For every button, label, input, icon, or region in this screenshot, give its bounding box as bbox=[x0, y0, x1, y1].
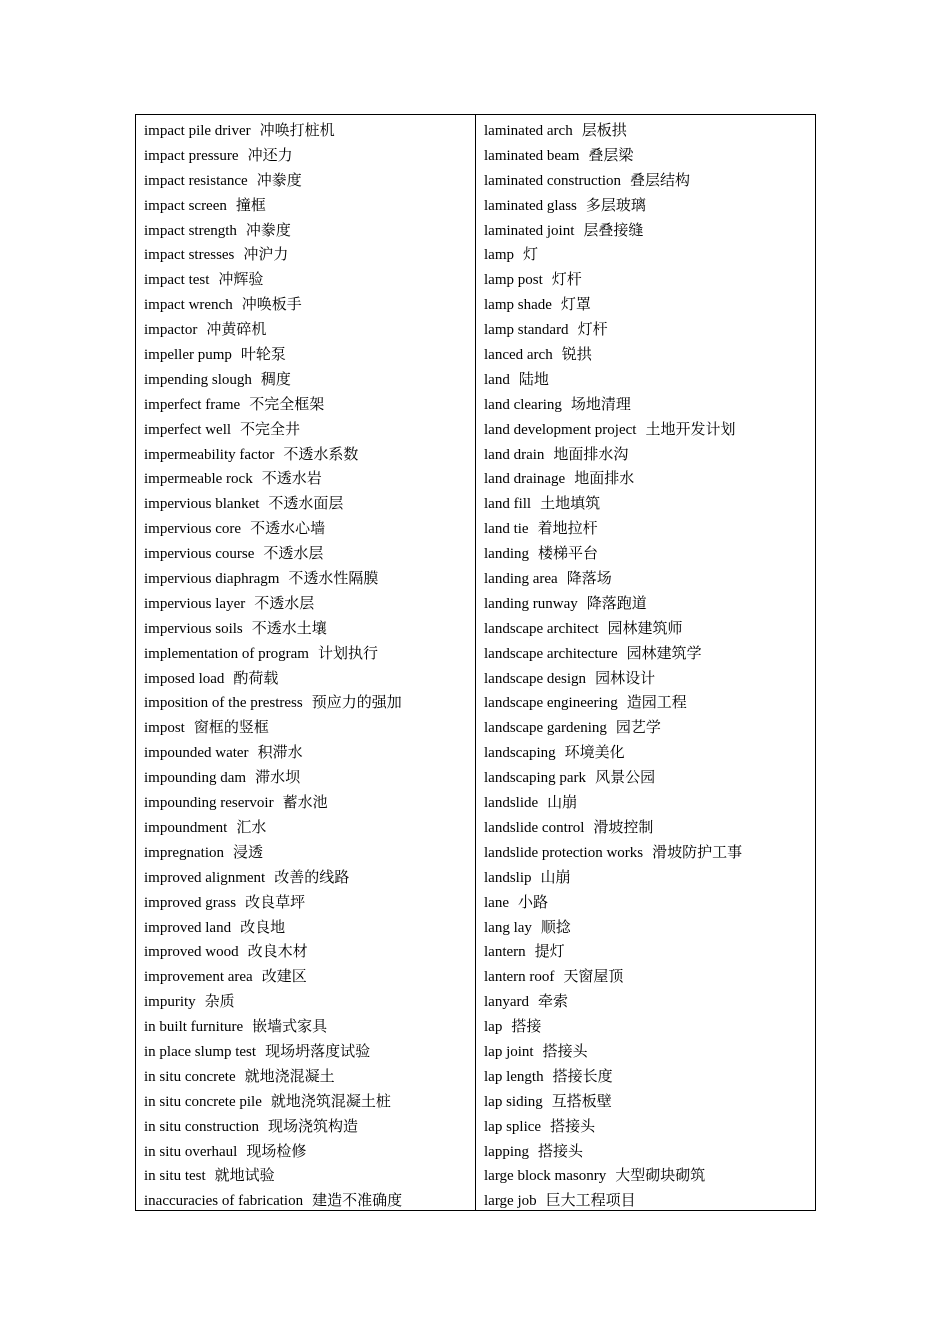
term-english: impact resistance bbox=[144, 172, 248, 189]
term-chinese: 就地试验 bbox=[214, 1168, 275, 1185]
term-english: impeller pump bbox=[144, 347, 232, 364]
term-chinese: 嵌墙式家具 bbox=[252, 1019, 328, 1036]
term-chinese: 改良草坪 bbox=[245, 894, 306, 911]
glossary-entry bbox=[144, 965, 475, 990]
glossary-entry bbox=[144, 1040, 475, 1065]
glossary-entry bbox=[144, 916, 475, 941]
glossary-entry bbox=[144, 243, 475, 268]
term-chinese: 灯杆 bbox=[577, 322, 608, 339]
term-chinese: 山崩 bbox=[547, 795, 578, 812]
term-chinese: 多层玻璃 bbox=[585, 197, 646, 214]
term-chinese: 搭接头 bbox=[550, 1118, 596, 1135]
glossary-entry bbox=[484, 841, 815, 866]
term-chinese: 搭接头 bbox=[542, 1043, 588, 1060]
glossary-entry bbox=[484, 990, 815, 1015]
glossary-entry bbox=[144, 816, 475, 841]
term-chinese: 冲豢度 bbox=[245, 222, 291, 239]
term-chinese: 风景公园 bbox=[595, 770, 656, 787]
glossary-entry bbox=[144, 194, 475, 219]
term-english: in built furniture bbox=[144, 1019, 244, 1036]
term-english: in situ concrete pile bbox=[144, 1093, 262, 1110]
glossary-entry bbox=[484, 119, 815, 144]
term-chinese: 积滞水 bbox=[257, 745, 303, 762]
term-english: lantern roof bbox=[484, 969, 555, 986]
term-chinese: 不完全井 bbox=[240, 421, 301, 438]
term-english: lapping bbox=[484, 1143, 529, 1160]
term-english: impact pile driver bbox=[144, 123, 251, 139]
glossary-entry bbox=[484, 393, 815, 418]
left-column bbox=[136, 115, 476, 1210]
term-chinese: 叶轮泵 bbox=[240, 347, 286, 364]
glossary-entry bbox=[144, 841, 475, 866]
term-english: lap splice bbox=[484, 1118, 542, 1135]
term-chinese: 层叠接缝 bbox=[583, 222, 644, 239]
term-chinese: 改良地 bbox=[240, 919, 286, 936]
term-english: land drain bbox=[484, 446, 545, 463]
glossary-entry bbox=[144, 667, 475, 692]
right-column bbox=[476, 115, 815, 1210]
term-chinese: 顺捻 bbox=[540, 919, 571, 936]
glossary-entry bbox=[484, 617, 815, 642]
term-chinese: 搭接头 bbox=[538, 1143, 584, 1160]
term-english: lap length bbox=[484, 1068, 544, 1085]
term-english: land bbox=[484, 371, 510, 388]
term-english: impervious blanket bbox=[144, 496, 260, 513]
term-english: lang lay bbox=[484, 919, 532, 936]
term-chinese: 巨大工程项目 bbox=[545, 1193, 636, 1210]
glossary-entry bbox=[144, 119, 475, 144]
term-chinese: 搭接 bbox=[511, 1019, 542, 1036]
term-chinese: 土地开发计划 bbox=[645, 421, 736, 438]
term-english: land development project bbox=[484, 421, 637, 438]
term-english: implementation of program bbox=[144, 645, 309, 662]
term-english: landing bbox=[484, 546, 529, 563]
glossary-entry bbox=[144, 517, 475, 542]
term-chinese: 滞水坝 bbox=[255, 770, 301, 787]
term-chinese: 不透水系数 bbox=[283, 446, 359, 463]
term-english: lamp bbox=[484, 247, 514, 264]
term-chinese: 园林建筑学 bbox=[626, 645, 702, 662]
term-english: lamp shade bbox=[484, 297, 552, 314]
glossary-entry bbox=[144, 866, 475, 891]
glossary-entry bbox=[484, 766, 815, 791]
term-chinese: 冲沪力 bbox=[243, 247, 289, 264]
term-english: laminated beam bbox=[484, 147, 580, 164]
glossary-entry bbox=[144, 716, 475, 741]
term-chinese: 现场坍落度试验 bbox=[265, 1043, 371, 1060]
term-english: impervious core bbox=[144, 521, 242, 538]
term-english: impurity bbox=[144, 994, 196, 1011]
glossary-entry bbox=[484, 219, 815, 244]
term-chinese: 土地填筑 bbox=[540, 496, 601, 513]
term-english: land clearing bbox=[484, 396, 562, 413]
term-english: landslide control bbox=[484, 819, 585, 836]
term-english: landscape design bbox=[484, 670, 587, 687]
glossary-entry bbox=[484, 343, 815, 368]
glossary-entry bbox=[144, 219, 475, 244]
glossary-entry bbox=[484, 667, 815, 692]
term-english: imperfect well bbox=[144, 421, 232, 438]
term-english: lanyard bbox=[484, 994, 529, 1011]
term-english: laminated construction bbox=[484, 172, 622, 189]
term-english: lanced arch bbox=[484, 347, 553, 364]
glossary-entry bbox=[144, 891, 475, 916]
term-english: impact strength bbox=[144, 222, 237, 239]
term-chinese: 冲唤打桩机 bbox=[259, 123, 335, 139]
term-english: impermeability factor bbox=[144, 446, 275, 463]
term-english: landing runway bbox=[484, 595, 578, 612]
term-english: imposed load bbox=[144, 670, 225, 687]
glossary-entry bbox=[144, 1189, 475, 1214]
term-chinese: 预应力的强加 bbox=[311, 695, 402, 712]
glossary-entry bbox=[484, 716, 815, 741]
term-chinese: 陆地 bbox=[518, 371, 549, 388]
term-chinese: 冲豢度 bbox=[256, 172, 302, 189]
term-english: impoundment bbox=[144, 819, 228, 836]
term-chinese: 不完全框架 bbox=[249, 396, 325, 413]
term-chinese: 就地浇混凝土 bbox=[244, 1068, 335, 1085]
term-chinese: 楼梯平台 bbox=[538, 546, 599, 563]
term-english: landslide bbox=[484, 795, 539, 812]
glossary-entry bbox=[484, 194, 815, 219]
term-english: impervious soils bbox=[144, 620, 243, 637]
term-english: in situ concrete bbox=[144, 1068, 236, 1085]
glossary-entry bbox=[484, 268, 815, 293]
glossary-entry bbox=[484, 592, 815, 617]
term-english: impervious diaphragm bbox=[144, 571, 280, 588]
term-english: landscape gardening bbox=[484, 720, 607, 737]
term-english: improvement area bbox=[144, 969, 253, 986]
term-chinese: 降落跑道 bbox=[586, 595, 647, 612]
glossary-entry bbox=[144, 691, 475, 716]
glossary-entry bbox=[144, 1090, 475, 1115]
term-english: lamp standard bbox=[484, 322, 569, 339]
term-chinese: 撞框 bbox=[235, 197, 266, 214]
glossary-entry bbox=[144, 343, 475, 368]
term-chinese: 不透水层 bbox=[254, 595, 315, 612]
glossary-entry bbox=[144, 542, 475, 567]
term-chinese: 环境美化 bbox=[564, 745, 625, 762]
term-english: impending slough bbox=[144, 371, 252, 388]
term-chinese: 滑坡防护工事 bbox=[652, 844, 743, 861]
glossary-entry bbox=[144, 617, 475, 642]
glossary-table bbox=[135, 114, 816, 1211]
term-chinese: 小路 bbox=[517, 894, 548, 911]
term-english: landscape architecture bbox=[484, 645, 618, 662]
glossary-entry bbox=[484, 816, 815, 841]
glossary-entry bbox=[484, 1040, 815, 1065]
glossary-entry bbox=[484, 1065, 815, 1090]
term-chinese: 冲黄碎机 bbox=[206, 322, 267, 339]
glossary-entry bbox=[144, 492, 475, 517]
term-chinese: 冲辉验 bbox=[218, 272, 264, 289]
glossary-entry bbox=[144, 567, 475, 592]
term-chinese: 着地拉杆 bbox=[537, 521, 598, 538]
term-chinese: 汇水 bbox=[236, 819, 267, 836]
glossary-entry bbox=[484, 965, 815, 990]
term-chinese: 园林建筑师 bbox=[607, 620, 683, 637]
term-chinese: 层板拱 bbox=[581, 123, 627, 139]
glossary-entry bbox=[484, 169, 815, 194]
glossary-entry bbox=[144, 592, 475, 617]
glossary-entry bbox=[484, 1164, 815, 1189]
term-english: improved grass bbox=[144, 894, 237, 911]
glossary-entry bbox=[484, 517, 815, 542]
term-english: in situ construction bbox=[144, 1118, 259, 1135]
term-chinese: 锐拱 bbox=[561, 347, 592, 364]
term-chinese: 大型砌块砌筑 bbox=[615, 1168, 706, 1185]
term-english: impervious layer bbox=[144, 595, 246, 612]
term-chinese: 不透水岩 bbox=[261, 471, 322, 488]
term-english: laminated joint bbox=[484, 222, 575, 239]
glossary-entry bbox=[484, 1090, 815, 1115]
term-chinese: 杂质 bbox=[204, 994, 235, 1011]
term-english: impounding dam bbox=[144, 770, 247, 787]
term-english: improved land bbox=[144, 919, 232, 936]
term-chinese: 窗框的竖框 bbox=[193, 720, 269, 737]
term-english: landscaping bbox=[484, 745, 556, 762]
term-chinese: 场地清理 bbox=[570, 396, 631, 413]
term-chinese: 园艺学 bbox=[615, 720, 661, 737]
term-chinese: 地面排水沟 bbox=[553, 446, 629, 463]
term-english: imposition of the prestress bbox=[144, 695, 303, 712]
glossary-entry bbox=[484, 567, 815, 592]
term-chinese: 灯 bbox=[523, 247, 539, 264]
term-english: in situ overhaul bbox=[144, 1143, 238, 1160]
term-chinese: 滑坡控制 bbox=[593, 819, 654, 836]
glossary-entry bbox=[144, 642, 475, 667]
glossary-entry bbox=[484, 642, 815, 667]
term-chinese: 叠层结构 bbox=[630, 172, 691, 189]
glossary-entry bbox=[144, 1140, 475, 1165]
glossary-entry bbox=[144, 393, 475, 418]
glossary-entry bbox=[484, 891, 815, 916]
term-chinese: 提灯 bbox=[534, 944, 565, 961]
term-chinese: 建造不准确度 bbox=[312, 1193, 403, 1210]
term-chinese: 稠度 bbox=[260, 371, 291, 388]
term-english: impact stresses bbox=[144, 247, 235, 264]
term-english: in situ test bbox=[144, 1168, 206, 1185]
term-english: imperfect frame bbox=[144, 396, 241, 413]
glossary-entry bbox=[484, 1115, 815, 1140]
term-chinese: 造园工程 bbox=[626, 695, 687, 712]
term-english: lap siding bbox=[484, 1093, 543, 1110]
term-english: inaccuracies of fabrication bbox=[144, 1193, 304, 1210]
term-english: impact test bbox=[144, 272, 210, 289]
glossary-entry bbox=[144, 293, 475, 318]
term-english: impounded water bbox=[144, 745, 249, 762]
glossary-entry bbox=[484, 144, 815, 169]
term-chinese: 不透水土壤 bbox=[251, 620, 327, 637]
term-english: in place slump test bbox=[144, 1043, 257, 1060]
term-chinese: 灯杆 bbox=[551, 272, 582, 289]
term-chinese: 山崩 bbox=[540, 869, 571, 886]
glossary-entry bbox=[144, 443, 475, 468]
term-english: impact pressure bbox=[144, 147, 239, 164]
glossary-entry bbox=[144, 791, 475, 816]
glossary-entry bbox=[484, 243, 815, 268]
term-chinese: 不透水面层 bbox=[268, 496, 344, 513]
term-english: lamp post bbox=[484, 272, 543, 289]
glossary-entry bbox=[144, 1115, 475, 1140]
term-english: impactor bbox=[144, 322, 198, 339]
term-english: improved wood bbox=[144, 944, 239, 961]
term-english: impervious course bbox=[144, 546, 255, 563]
term-english: improved alignment bbox=[144, 869, 266, 886]
term-english: landslip bbox=[484, 869, 532, 886]
term-chinese: 不透水层 bbox=[263, 546, 324, 563]
term-english: laminated glass bbox=[484, 197, 577, 214]
glossary-entry bbox=[484, 293, 815, 318]
term-chinese: 现场浇筑构造 bbox=[268, 1118, 359, 1135]
term-chinese: 互搭板壁 bbox=[551, 1093, 612, 1110]
glossary-entry bbox=[144, 467, 475, 492]
term-english: land fill bbox=[484, 496, 532, 513]
term-english: lap joint bbox=[484, 1043, 534, 1060]
glossary-entry bbox=[144, 169, 475, 194]
glossary-entry bbox=[484, 1189, 815, 1214]
glossary-entry bbox=[144, 418, 475, 443]
term-chinese: 冲唤板手 bbox=[241, 297, 302, 314]
term-english: lap bbox=[484, 1019, 503, 1036]
glossary-entry bbox=[484, 368, 815, 393]
term-chinese: 叠层梁 bbox=[588, 147, 634, 164]
glossary-entry bbox=[484, 542, 815, 567]
term-english: land drainage bbox=[484, 471, 566, 488]
term-english: impregnation bbox=[144, 844, 224, 861]
term-chinese: 降落场 bbox=[566, 571, 612, 588]
glossary-entry bbox=[144, 1065, 475, 1090]
term-chinese: 牵索 bbox=[537, 994, 568, 1011]
glossary-entry bbox=[144, 766, 475, 791]
glossary-entry bbox=[144, 741, 475, 766]
glossary-entry bbox=[484, 1140, 815, 1165]
term-english: laminated arch bbox=[484, 123, 573, 139]
term-english: impermeable rock bbox=[144, 471, 253, 488]
glossary-entry bbox=[144, 940, 475, 965]
glossary-entry bbox=[144, 990, 475, 1015]
term-english: impact wrench bbox=[144, 297, 233, 314]
term-english: impact screen bbox=[144, 197, 227, 214]
glossary-entry bbox=[484, 866, 815, 891]
term-english: landscaping park bbox=[484, 770, 587, 787]
glossary-entry bbox=[484, 940, 815, 965]
term-chinese: 灯罩 bbox=[560, 297, 591, 314]
term-chinese: 酌荷载 bbox=[233, 670, 279, 687]
term-chinese: 蓄水池 bbox=[282, 795, 328, 812]
glossary-entry bbox=[484, 467, 815, 492]
term-chinese: 园林设计 bbox=[595, 670, 656, 687]
glossary-entry bbox=[144, 1015, 475, 1040]
term-chinese: 搭接长度 bbox=[552, 1068, 613, 1085]
glossary-entry bbox=[484, 741, 815, 766]
term-chinese: 计划执行 bbox=[317, 645, 378, 662]
glossary-entry bbox=[144, 144, 475, 169]
glossary-entry bbox=[484, 443, 815, 468]
glossary-entry bbox=[144, 268, 475, 293]
term-chinese: 浸透 bbox=[232, 844, 263, 861]
glossary-entry bbox=[484, 1015, 815, 1040]
term-english: large job bbox=[484, 1193, 537, 1210]
glossary-entry bbox=[484, 418, 815, 443]
term-english: impounding reservoir bbox=[144, 795, 274, 812]
glossary-entry bbox=[484, 492, 815, 517]
glossary-entry bbox=[484, 318, 815, 343]
term-chinese: 改善的线路 bbox=[274, 869, 350, 886]
term-chinese: 不透水心墙 bbox=[250, 521, 326, 538]
term-english: land tie bbox=[484, 521, 529, 538]
term-chinese: 天窗屋顶 bbox=[563, 969, 624, 986]
term-english: impost bbox=[144, 720, 185, 737]
glossary-entry bbox=[484, 691, 815, 716]
term-english: lantern bbox=[484, 944, 526, 961]
term-chinese: 地面排水 bbox=[574, 471, 635, 488]
term-chinese: 就地浇筑混凝土桩 bbox=[270, 1093, 391, 1110]
term-english: landscape engineering bbox=[484, 695, 618, 712]
term-chinese: 冲还力 bbox=[247, 147, 293, 164]
term-english: landscape architect bbox=[484, 620, 599, 637]
term-chinese: 改建区 bbox=[261, 969, 307, 986]
term-english: lane bbox=[484, 894, 509, 911]
glossary-entry bbox=[484, 791, 815, 816]
term-english: landslide protection works bbox=[484, 844, 644, 861]
term-chinese: 现场检修 bbox=[246, 1143, 307, 1160]
glossary-entry bbox=[144, 1164, 475, 1189]
glossary-entry bbox=[144, 368, 475, 393]
term-chinese: 不透水性隔膜 bbox=[288, 571, 379, 588]
term-english: large block masonry bbox=[484, 1168, 607, 1185]
term-chinese: 改良木材 bbox=[247, 944, 308, 961]
glossary-entry bbox=[144, 318, 475, 343]
glossary-entry bbox=[484, 916, 815, 941]
term-english: landing area bbox=[484, 571, 558, 588]
